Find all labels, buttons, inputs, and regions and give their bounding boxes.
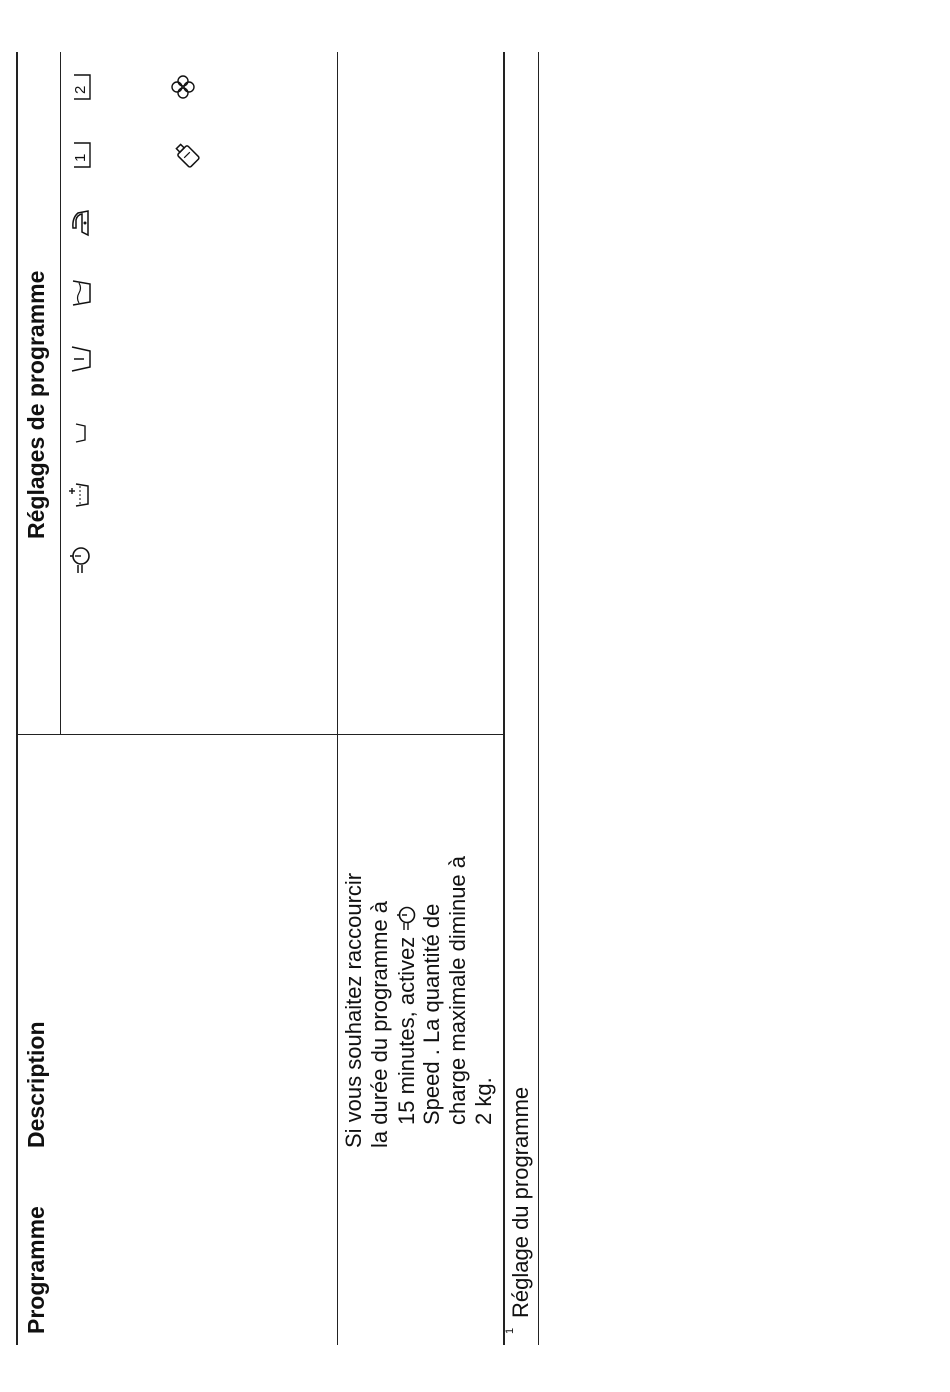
footnote-marker: 1 <box>504 1327 516 1334</box>
description-line-3 <box>395 905 421 1125</box>
description-line-1: Si vous souhaitez raccourcir <box>341 872 366 1148</box>
rinse-icon <box>64 342 98 376</box>
table-right-border <box>503 52 505 1345</box>
rinse-2-label: 2 <box>72 85 89 94</box>
extra-water-tub-icon <box>64 480 98 510</box>
rinse-2-icon <box>64 70 98 104</box>
wash-tub-icon <box>64 276 98 310</box>
description-line-2: la durée du programme à <box>367 900 392 1148</box>
footnote-rule <box>538 52 539 1345</box>
description-column-header: Description <box>23 1021 49 1148</box>
speed-timer-icon <box>64 545 98 575</box>
detergent-icon <box>170 138 204 172</box>
programme-column-header: Programme <box>23 1206 49 1334</box>
column-divider <box>17 734 505 735</box>
table-left-border <box>16 52 18 1345</box>
footnote-text: Réglage du programme <box>508 1086 533 1318</box>
settings-column-header: Réglages de programme <box>23 270 49 539</box>
description-line-4: Speed . La quantité de <box>419 903 444 1125</box>
flower-freshness-icon <box>170 74 196 100</box>
description-line-3-text: 15 minutes, activez <box>393 936 419 1125</box>
header-row-divider <box>60 52 61 735</box>
iron-icon <box>64 206 98 240</box>
speed-timer-inline-icon <box>395 905 421 931</box>
description-line-6: 2 kg. <box>471 1077 496 1125</box>
rinse-1-icon <box>64 138 98 172</box>
rinse-1-label: 1 <box>72 153 89 162</box>
description-line-5: charge maximale diminue à <box>445 855 470 1125</box>
low-tub-icon <box>66 422 94 444</box>
description-row-divider <box>337 52 338 1345</box>
